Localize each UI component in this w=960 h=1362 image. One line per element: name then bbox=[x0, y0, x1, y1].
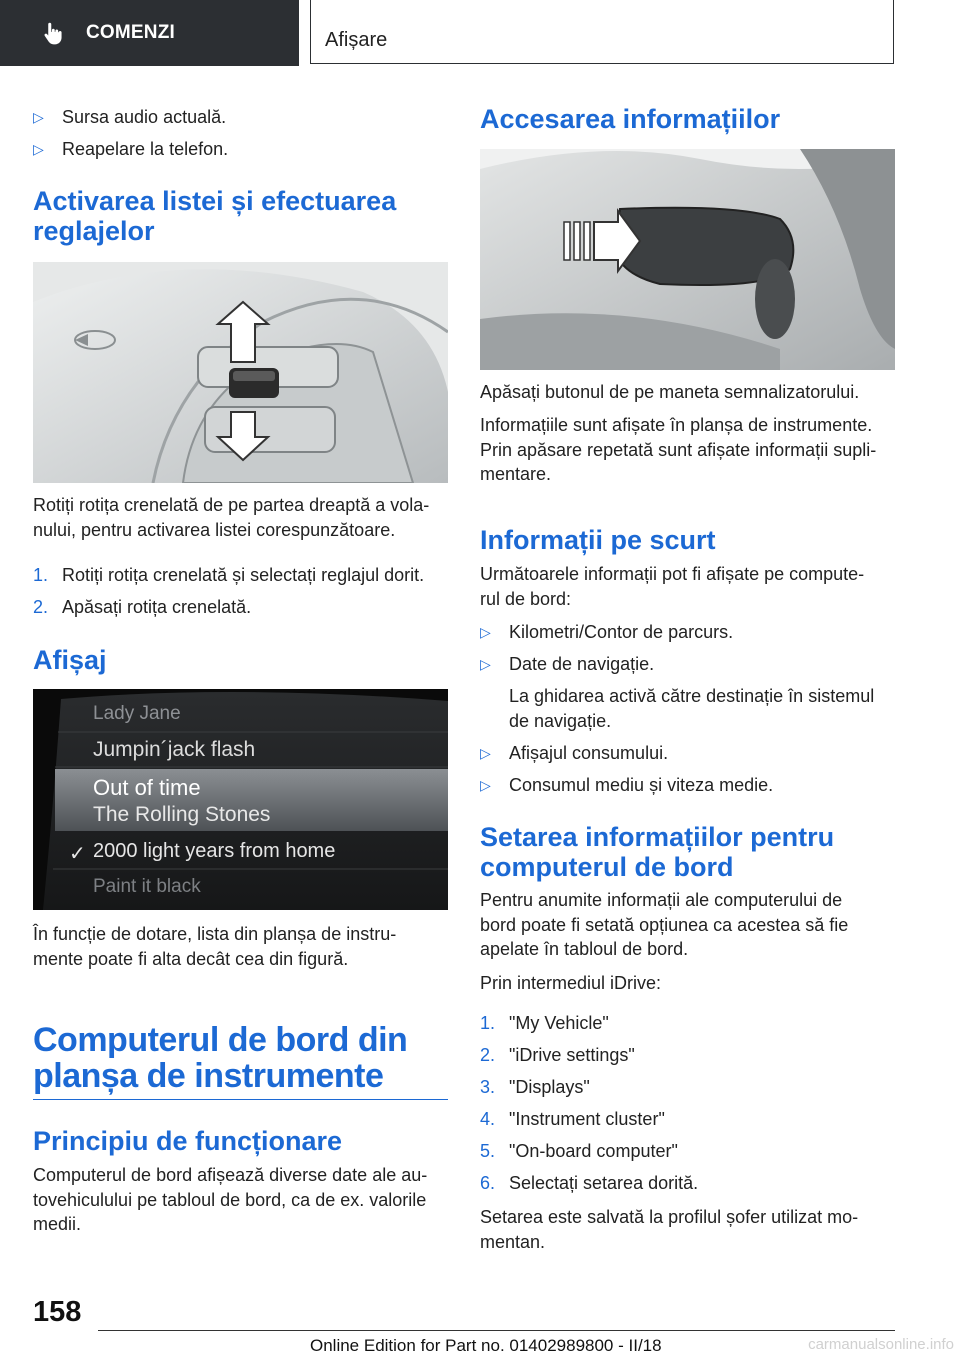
triangle-bullet-icon: ▷ bbox=[33, 109, 44, 125]
turn-signal-lever-image bbox=[480, 149, 895, 370]
paragraph-rotate: Rotiți rotița crenelată de pe partea dreaptă a vola‐ nului, pentru activarea listei corespunzătoare. bbox=[33, 495, 430, 540]
triangle-bullet-icon: ▷ bbox=[480, 624, 491, 640]
triangle-bullet-icon: ▷ bbox=[480, 656, 491, 672]
paragraph-saved: Setarea este salvată la profilul șofer utilizat mo‐ mentan. bbox=[480, 1207, 859, 1252]
nav-note: La ghidarea activă către destinație în sistemul de navigație. bbox=[509, 686, 875, 731]
heading-brief-info: Informații pe scurt bbox=[480, 525, 716, 555]
chapter-title: Afișare bbox=[325, 29, 388, 51]
paragraph-principle: Computerul de bord afișează diverse date ale au‐ tovehiculului pe tabloul de bord, ca de ex. valorile medii. bbox=[33, 1165, 428, 1234]
hand-pointer-icon bbox=[40, 20, 66, 46]
cluster-item-subtitle: The Rolling Stones bbox=[93, 803, 271, 826]
chapter-header bbox=[310, 0, 894, 64]
paragraph-brief: Următoarele informații pot fi afișate pe compute‐ rul de bord: bbox=[480, 564, 865, 609]
heading-access-info: Accesarea informațiilor bbox=[480, 104, 781, 134]
cluster-display-image bbox=[33, 689, 448, 910]
heading-rule bbox=[33, 1099, 448, 1100]
section-tab bbox=[0, 0, 299, 66]
edition-text: Online Edition for Part no. 01402989800 - II/18 bbox=[310, 1336, 662, 1355]
cluster-item: Paint it black bbox=[93, 876, 201, 897]
steering-wheel-image bbox=[33, 262, 448, 483]
footer-rule bbox=[98, 1330, 895, 1331]
triangle-bullet-icon: ▷ bbox=[480, 745, 491, 761]
paragraph-info-shown: Informațiile sunt afișate în planșa de instrumente. Prin apăsare repetată sunt afișate informații supli‐ mentare. bbox=[480, 415, 877, 484]
page-number: 158 bbox=[33, 1296, 82, 1328]
paragraph-equipment: În funcție de dotare, lista din planșa de instru‐ mente poate fi alta decât cea din figură. bbox=[33, 924, 397, 969]
cluster-item: Jumpin´jack flash bbox=[93, 738, 256, 761]
heading-onboard-computer: Computerul de bord din planșa de instrumente bbox=[33, 1021, 408, 1095]
section-title: COMENZI bbox=[86, 22, 176, 43]
cluster-item: Lady Jane bbox=[93, 703, 181, 724]
heading-display: Afișaj bbox=[33, 645, 107, 675]
triangle-bullet-icon: ▷ bbox=[33, 141, 44, 157]
paragraph-press-button: Apăsați butonul de pe maneta semnalizatorului. bbox=[480, 382, 860, 402]
check-icon: ✓ bbox=[69, 843, 86, 865]
heading-activate-list: Activarea listei și efectuarea reglajelor bbox=[33, 186, 397, 246]
paragraph-idrive: Prin intermediul iDrive: bbox=[480, 973, 662, 993]
triangle-bullet-icon: ▷ bbox=[480, 777, 491, 793]
heading-settings: Setarea informațiilor pentru computerul de bord bbox=[480, 822, 835, 882]
heading-principle: Principiu de funcționare bbox=[33, 1126, 343, 1156]
cluster-item-selected: Out of time bbox=[93, 775, 201, 800]
paragraph-settings: Pentru anumite informații ale computerului de bord poate fi setată opțiunea ca acestea să fie apelate în tabloul de bord. bbox=[480, 890, 849, 959]
cluster-item: 2000 light years from home bbox=[93, 840, 336, 862]
watermark: carmanualsonline.info bbox=[808, 1336, 954, 1353]
